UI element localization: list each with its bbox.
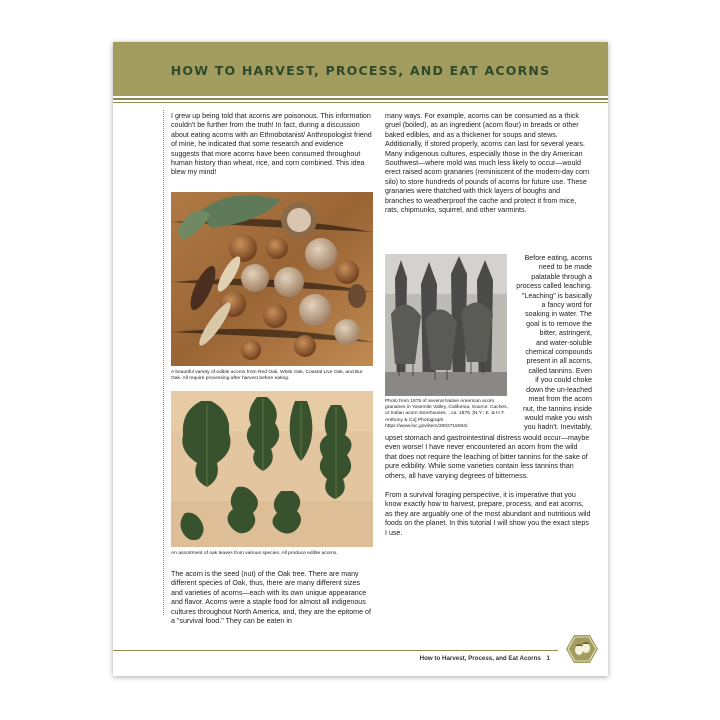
acorn-logo-icon xyxy=(565,634,599,664)
granaries-caption: Photo from 1875 of several Native American acorn granaries in Yosemite Valley, California. Source: Caches, or Indian acorn storehouses. , ca. 1875. [N.Y.: E. & H.T. Anthony & Co] Photograph. https://www.loc.gov/item/2002715004/. xyxy=(385,399,508,429)
banner-rule xyxy=(113,98,608,100)
leaching-wrap-text: Before eating, acorns need to be made palatable through a process called leaching. "Leaching" is basically a fancy word for soaking in water. The goal is to remove the bitter, astringent, and water-soluble chemical compounds present in all acorns, called tannins. Even if you could choke down the un-leached meat from the acorn nut, the tannins inside would make you wish you hadn't. Inevitably, xyxy=(516,254,592,432)
footer-title: How to Harvest, Process, and Eat Acorns xyxy=(419,655,541,662)
survival-paragraph: From a survival foraging perspective, it is imperative that you know exactly how to harvest, prepare, process, and eat acorns, as they are arguably one of the most abundant and nutritious wild foods on the planet. In this tutorial I will show you the exact steps I use. xyxy=(385,491,591,537)
column-rule xyxy=(163,110,164,615)
acorns-photo xyxy=(171,192,373,366)
acorns-caption: A beautiful variety of edible acorns from Red Oak, White Oak, Coastal Live Oak, and Bur Oak. All require processing after harvest before eating. xyxy=(171,370,363,382)
document-page xyxy=(113,42,608,676)
acorn-paragraph: The acorn is the seed (nut) of the Oak tree. There are many different species of Oak, thus, there are many different sizes and varieties of acorns—each with its own unique appearance and flavor. Acorns were a staple food for almost all indigenous cultures throughout North America, and, they are the epitome of a "survival food." They can be eaten in xyxy=(171,570,371,626)
intro-paragraph: I grew up being told that acorns are poisonous. This information couldn't be further from the truth! In fact, during a discussion about eating acorns with an Ethnobotanist/ Anthropologist friend of mine, he indicated that some research and evidence suggests that more acorns have been consumed throughout human history than wheat, rice, and corn combined. This idea blew my mind! xyxy=(171,112,372,177)
banner-rule-thin xyxy=(113,102,608,103)
oak-leaves-caption: An assortment of oak leaves from various species. All produce edible acorns. xyxy=(171,551,338,556)
leaching-paragraph-continued: upset stomach and gastrointestinal distress would occur—maybe even worse! I have never encountered an acorn from the wild that does not require the leaching of bitter tannins for the sake of pure edibility. While some varieties contain less tannins than others, all have varying degrees of bitterness. xyxy=(385,434,590,480)
page-number: 1 xyxy=(546,655,550,662)
footer-rule xyxy=(113,650,558,651)
granaries-photo xyxy=(385,254,507,396)
oak-leaves-photo xyxy=(171,391,373,547)
page-footer xyxy=(420,655,550,662)
page-title: HOW TO HARVEST, PROCESS, AND EAT ACORNS xyxy=(170,63,551,78)
title-banner xyxy=(113,42,608,96)
uses-paragraph: many ways. For example, acorns can be consumed as a thick gruel (boiled), as an ingredient (acorn flour) in breads or other baked edibles, and as a thickener for soups and stews. Additionally, if stored properly, acorns can last for several years. Many indigenous cultures, especially those in the dry American Southwest—where mold was much less likely to occur—would erect raised acorn granaries (reminiscent of the modern-day corn silo) to store hundreds of pounds of acorns for future use. These granaries were thatched with thick layers of boughs and branches to weatherproof the cache and protect it from mice, rats, chipmunks, squirrel, and other varmints. xyxy=(385,112,590,215)
